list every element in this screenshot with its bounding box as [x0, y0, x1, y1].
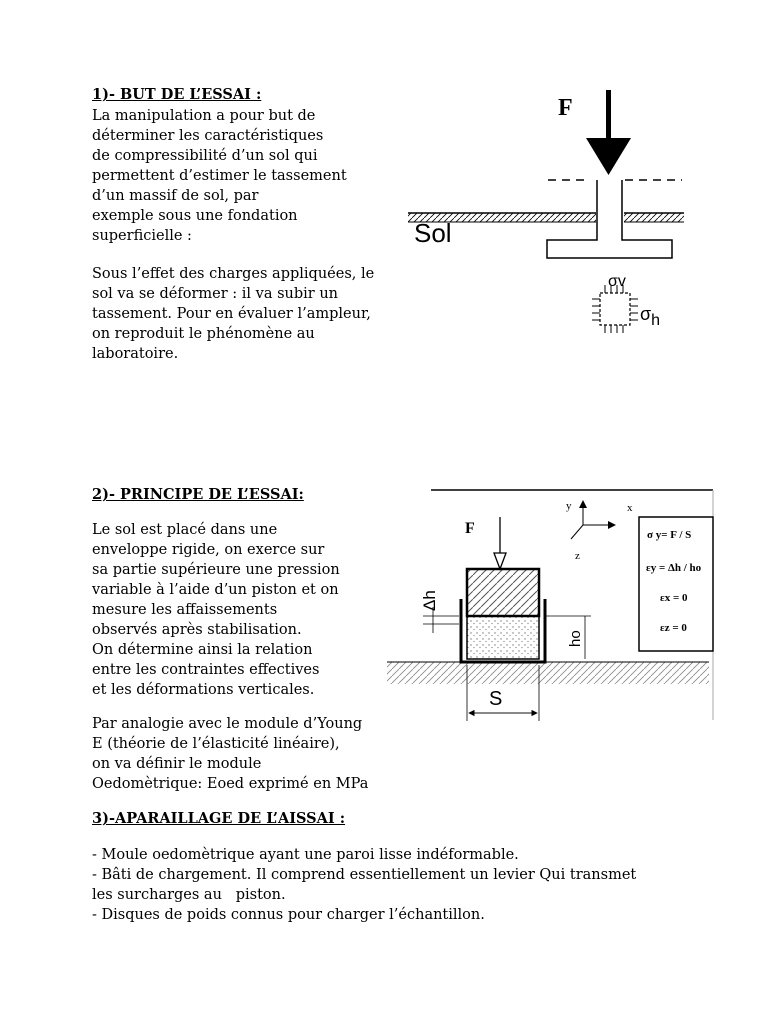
force-arrow-icon: [494, 517, 506, 569]
soil-element: [592, 285, 638, 333]
text-line: Oedomètrique: Eoed exprimé en MPa: [92, 776, 369, 792]
section3-heading: 3)-APARAILLAGE DE L’AISSAI :: [92, 810, 346, 827]
section3-list: [92, 845, 636, 925]
axis-z-label: z: [575, 550, 580, 562]
soil-sample: [467, 616, 539, 659]
section2-paragraph-2: [92, 714, 368, 794]
text-line: E (théorie de l’élasticité linéaire),: [92, 736, 340, 752]
list-item: - Bâti de chargement. Il comprend essentiellement un levier Qui transmet: [92, 867, 637, 883]
text-line: de compressibilité d’un sol qui: [92, 148, 318, 164]
sigma-h-symbol: σ: [640, 304, 652, 324]
text-line: Sous l’effet des charges appliquées, le: [92, 266, 375, 282]
text-line: observés après stabilisation.: [92, 622, 302, 638]
section2-paragraph-1: [92, 520, 340, 700]
list-item: - Moule oedomètrique ayant une paroi lisse indéformable.: [92, 847, 519, 863]
equation-strain-y: εy = Δh / ho: [646, 562, 702, 574]
section2-heading: 2)- PRINCIPE DE L’ESSAI:: [92, 486, 304, 503]
h0-label: ho: [567, 630, 584, 647]
text-line: entre les contraintes effectives: [92, 662, 320, 678]
sigma-h-label: [640, 304, 660, 329]
section1-heading: 1)- BUT DE L’ESSAI :: [92, 86, 262, 103]
text-line: La manipulation a pour but de: [92, 108, 316, 124]
section1-paragraph-2: [92, 264, 374, 364]
text-line: Par analogie avec le module d’Young: [92, 716, 363, 732]
text-line: d’un massif de sol, par: [92, 188, 259, 204]
text-line: sol va se déformer : il va subir un: [92, 286, 338, 302]
equation-strain-z: εz = 0: [660, 622, 687, 634]
text-line: enveloppe rigide, on exerce sur: [92, 542, 325, 558]
list-item: - Disques de poids connus pour charger l’échantillon.: [92, 907, 485, 923]
ground-surface: [408, 180, 684, 222]
s-label: S: [489, 688, 503, 710]
oedometer-diagram: [385, 487, 715, 727]
sigma-v-label: σv: [608, 273, 626, 290]
force-label: F: [465, 520, 475, 537]
text-line: sa partie supérieure une pression: [92, 562, 340, 578]
text-line: Le sol est placé dans une: [92, 522, 278, 538]
axis-y-label: y: [566, 500, 572, 512]
foundation-diagram: [400, 80, 700, 340]
text-line: mesure les affaissements: [92, 602, 278, 618]
sigma-h-subscript: h: [651, 312, 661, 329]
piston: [467, 569, 539, 616]
axes-icon: [571, 501, 615, 539]
text-line: laboratoire.: [92, 346, 179, 362]
force-label: F: [558, 95, 573, 121]
text-line: tassement. Pour en évaluer l’ampleur,: [92, 306, 371, 322]
equation-stress: σ y= F / S: [647, 529, 692, 541]
text-line: permettent d’estimer le tassement: [92, 168, 347, 184]
text-line: On détermine ainsi la relation: [92, 642, 313, 658]
text-line: superficielle :: [92, 228, 192, 244]
force-arrow-icon: [586, 90, 631, 175]
text-line: variable à l’aide d’un piston et on: [92, 582, 339, 598]
list-item: les surcharges au piston.: [92, 887, 286, 903]
text-line: exemple sous une fondation: [92, 208, 298, 224]
text-line: on reproduit le phénomène au: [92, 326, 315, 342]
section1-paragraph-1: [92, 106, 347, 246]
axis-x-label: x: [627, 502, 633, 514]
text-line: et les déformations verticales.: [92, 682, 315, 698]
ground-hatch: [387, 662, 709, 684]
equation-strain-x: εx = 0: [660, 592, 688, 604]
text-line: on va définir le module: [92, 756, 262, 772]
soil-label: Sol: [414, 218, 452, 248]
text-line: déterminer les caractéristiques: [92, 128, 324, 144]
delta-h-label: Δh: [420, 590, 439, 611]
